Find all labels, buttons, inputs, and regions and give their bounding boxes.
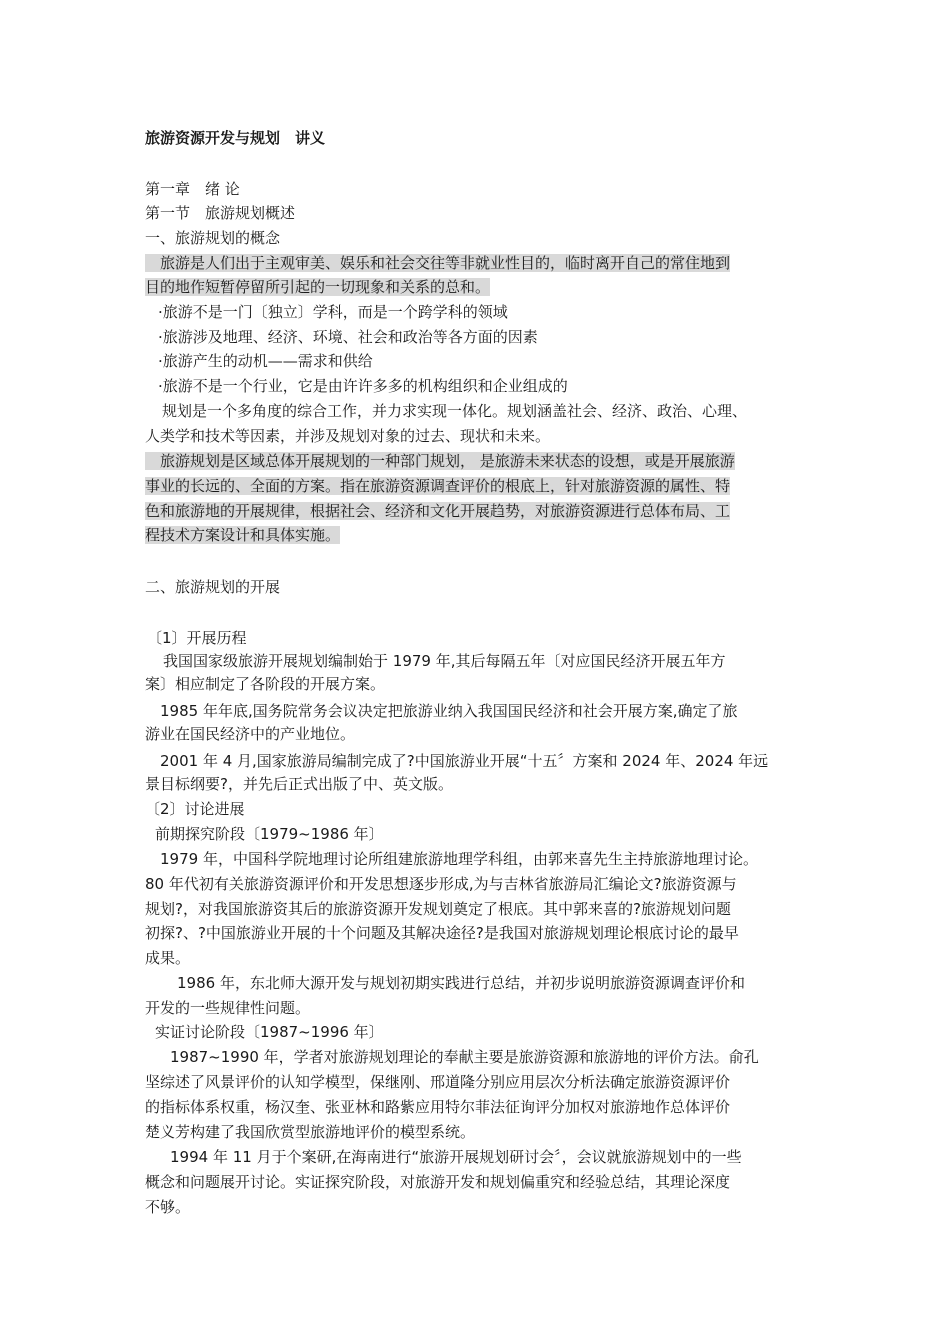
history-paragraph: 景目标纲要?，并先后正式出版了中、英文版。 <box>145 775 453 793</box>
stage2-paragraph: 不够。 <box>145 1198 191 1216</box>
tourism-planning-definition <box>145 524 340 546</box>
stage1-paragraph: 80 年代初有关旅游资源评价和开发思想逐步形成,为与吉林省旅游局汇编论文?旅游资源与 <box>145 875 737 893</box>
stage2-paragraph: 1994 年 11 月于个案研,在海南进行“旅游开展规划研讨会〞，会议就旅游规划中的一些 <box>170 1148 742 1166</box>
stage2-paragraph: 1987~1990 年，学者对旅游规划理论的奉献主要是旅游资源和旅游地的评价方法。俞孔 <box>170 1048 759 1066</box>
section-heading: 第一节 旅游规划概述 <box>145 204 296 222</box>
highlighted-text: 色和旅游地的开展规律，根据社会、经济和文化开展趋势，对旅游资源进行总体布局、工 <box>145 502 731 520</box>
tourism-planning-definition <box>145 500 730 522</box>
tourism-planning-definition <box>145 475 730 497</box>
subheading-history: 〔1〕开展历程 <box>147 629 247 647</box>
planning-paragraph: 规划是一个多角度的综合工作，并力求实现一体化。规划涵盖社会、经济、政治、心理、 <box>162 402 748 420</box>
stage1-paragraph: 开发的一些规律性问题。 <box>145 999 311 1017</box>
history-paragraph: 1985 年年底,国务院常务会议决定把旅游业纳入我国国民经济和社会开展方案,确定了旅 <box>160 702 738 720</box>
stage1-paragraph: 成果。 <box>145 949 191 967</box>
stage1-paragraph: 1979 年，中国科学院地理讨论所组建旅游地理学科组，由郭来喜先生主持旅游地理讨论。 <box>160 850 758 868</box>
heading-development: 二、旅游规划的开展 <box>145 578 281 596</box>
document-title: 旅游资源开发与规划 讲义 <box>145 129 326 147</box>
heading-concept: 一、旅游规划的概念 <box>145 229 281 247</box>
history-paragraph: 2001 年 4 月,国家旅游局编制完成了?中国旅游业开展“十五〞方案和 2024 年、2024 年远 <box>160 752 769 770</box>
bullet-item: ·旅游涉及地理、经济、环境、社会和政治等各方面的因素 <box>158 328 538 346</box>
highlighted-text: 旅游是人们出于主观审美、娱乐和社会交往等非就业性目的，临时离开自己的常住地到 <box>145 254 731 272</box>
highlighted-text: 程技术方案设计和具体实施。 <box>145 526 341 544</box>
definition-paragraph <box>145 276 490 298</box>
stage-heading: 前期探究阶段〔1979~1986 年〕 <box>155 825 384 843</box>
stage2-paragraph: 楚义芳构建了我国欣赏型旅游地评价的模型系统。 <box>145 1123 476 1141</box>
bullet-item: ·旅游不是一个行业，它是由许许多多的机构组织和企业组成的 <box>158 377 568 395</box>
history-paragraph: 我国国家级旅游开展规划编制始于 1979 年,其后每隔五年〔对应国民经济开展五年方 <box>163 652 726 670</box>
highlighted-text: 目的地作短暂停留所引起的一切现象和关系的总和。 <box>145 278 491 296</box>
stage1-paragraph: 1986 年，东北师大源开发与规划初期实践进行总结，并初步说明旅游资源调查评价和 <box>177 974 745 992</box>
stage2-paragraph: 的指标体系权重，杨汉奎、张亚林和路紫应用特尔菲法征询评分加权对旅游地作总体评价 <box>145 1098 731 1116</box>
history-paragraph: 游业在国民经济中的产业地位。 <box>145 725 356 743</box>
definition-paragraph <box>145 252 730 274</box>
tourism-planning-definition <box>145 450 735 472</box>
highlighted-text: 事业的长远的、全面的方案。指在旅游资源调查评价的根底上，针对旅游资源的属性、特 <box>145 477 731 495</box>
stage2-paragraph: 坚综述了风景评价的认知学模型，保继刚、邢道隆分别应用层次分析法确定旅游资源评价 <box>145 1073 731 1091</box>
highlighted-text: 旅游规划是区域总体开展规划的一种部门规划， 是旅游未来状态的设想，或是开展旅游 <box>145 452 735 470</box>
bullet-item: ·旅游不是一门〔独立〕学科，而是一个跨学科的领域 <box>158 303 508 321</box>
stage1-paragraph: 初探?、?中国旅游业开展的十个问题及其解决途径?是我国对旅游规划理论根底讨论的最早 <box>145 924 739 942</box>
history-paragraph: 案〕相应制定了各阶段的开展方案。 <box>145 675 386 693</box>
stage1-paragraph: 规划?，对我国旅游资其后的旅游资源开发规划奠定了根底。其中郭来喜的?旅游规划问题 <box>145 900 731 918</box>
bullet-item: ·旅游产生的动机——需求和供给 <box>158 352 373 370</box>
subheading-research: 〔2〕讨论进展 <box>145 800 245 818</box>
stage-heading: 实证讨论阶段〔1987~1996 年〕 <box>155 1023 384 1041</box>
stage2-paragraph: 概念和问题展开讨论。实证探究阶段，对旅游开发和规划偏重究和经验总结，其理论深度 <box>145 1173 731 1191</box>
chapter-heading: 第一章 绪 论 <box>145 180 240 198</box>
planning-paragraph: 人类学和技术等因素，并涉及规划对象的过去、现状和未来。 <box>145 427 551 445</box>
